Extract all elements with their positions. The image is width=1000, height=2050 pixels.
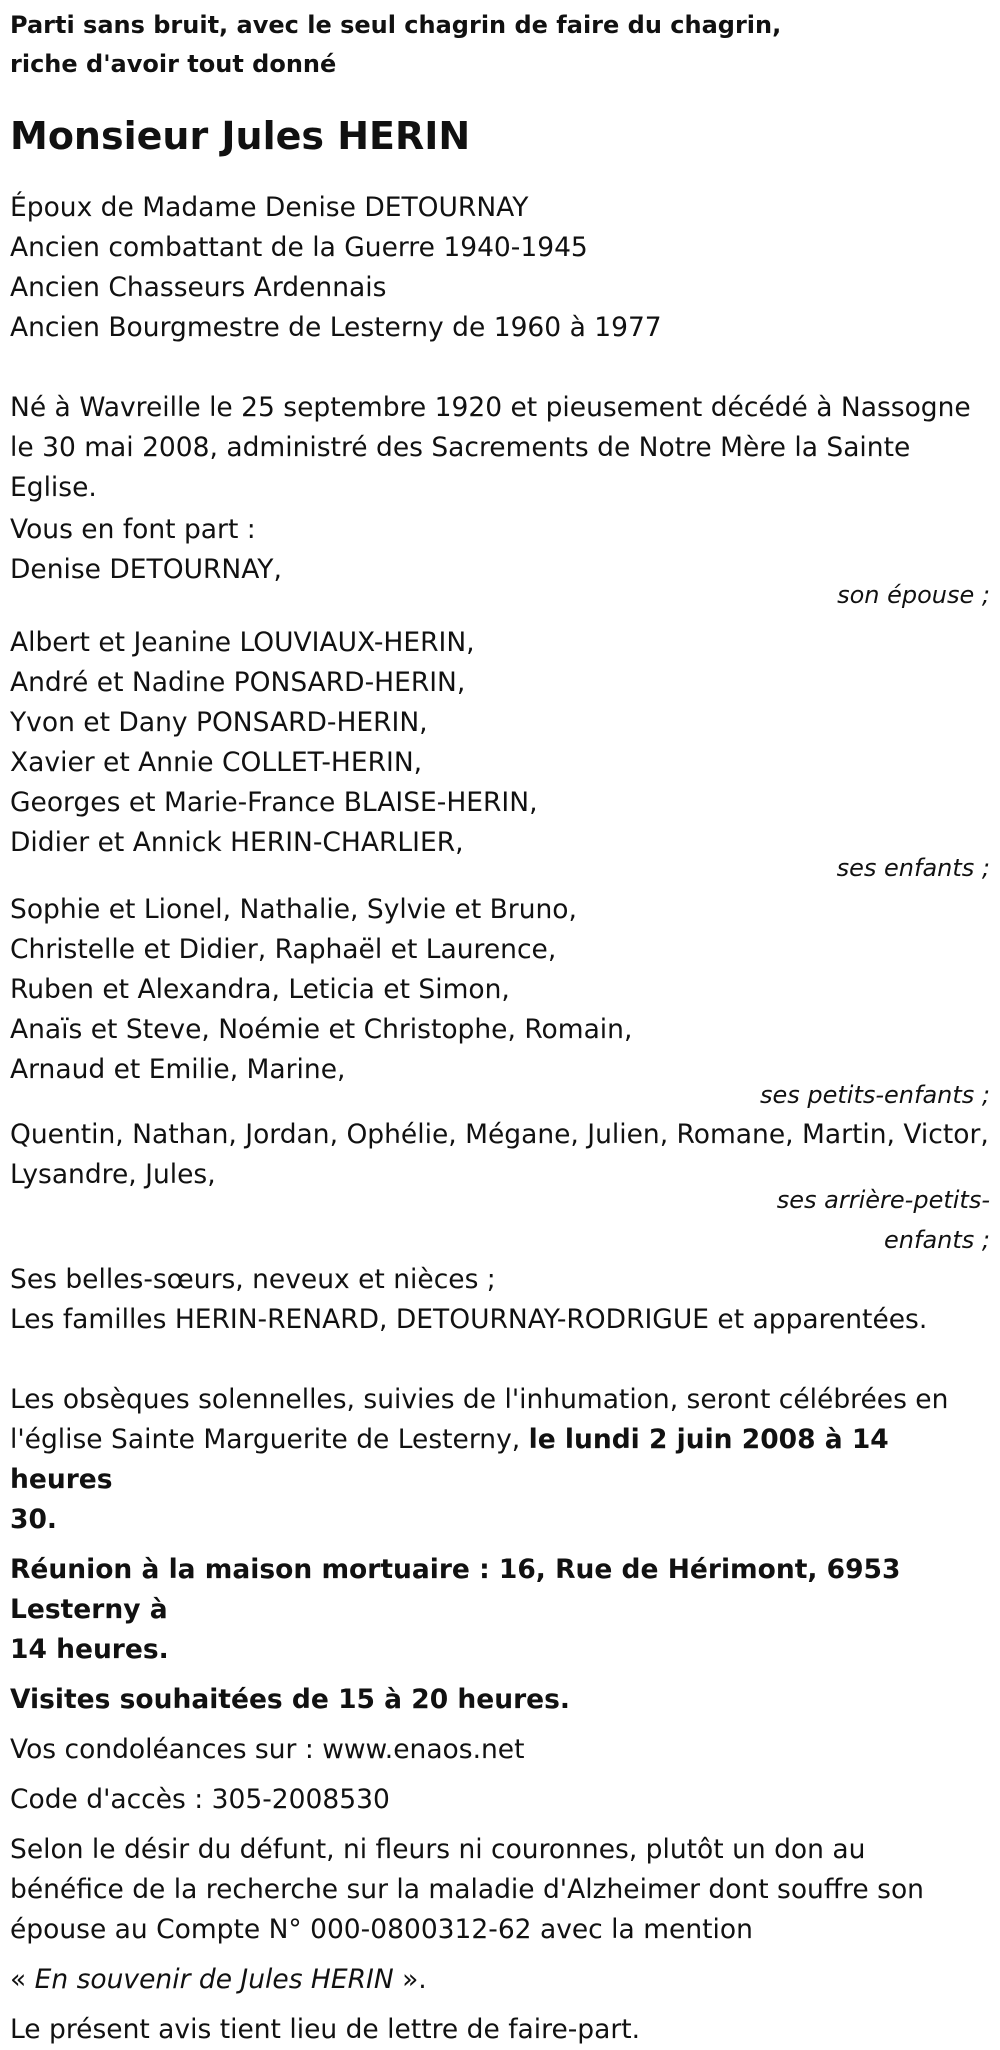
- great-grandchildren-role-line: ses arrière-petits-: [776, 1186, 990, 1214]
- intro-epigraph: [10, 6, 990, 84]
- list-item: Ruben et Alexandra, Leticia et Simon,: [10, 974, 510, 1005]
- birth-death-line: Né à Wavreille le 25 septembre 1920 et pieusement décédé à Nassogne: [10, 392, 971, 423]
- extended-family-line: Les familles HERIN-RENARD, DETOURNAY-RODRIGUE et apparentées.: [10, 1304, 928, 1335]
- birth-death-paragraph: [10, 388, 990, 508]
- access-code: Code d'accès : 305-2008530: [10, 1784, 390, 1815]
- list-item: Didier et Annick HERIN-CHARLIER,: [10, 827, 464, 858]
- list-item: Quentin, Nathan, Jordan, Ophélie, Mégane, Julien, Romane, Martin, Victor,: [10, 1119, 989, 1150]
- announce-lead: Vous en font part :: [10, 514, 256, 545]
- children-list: [10, 623, 990, 863]
- great-grandchildren-role-line: enfants ;: [884, 1226, 990, 1254]
- reunion-line: 14 heures.: [10, 1634, 169, 1665]
- list-item: Xavier et Annie COLLET-HERIN,: [10, 747, 423, 778]
- funeral-line: Les obsèques solennelles, suivies de l'inhumation, seront célébrées en: [10, 1384, 949, 1415]
- spouse-role: son épouse ;: [837, 581, 990, 609]
- birth-death-line: le 30 mai 2008, administré des Sacrements de Notre Mère la Sainte: [10, 432, 911, 463]
- extended-family: [10, 1260, 990, 1340]
- reunion-paragraph: [10, 1550, 990, 1670]
- grandchildren-list: [10, 890, 990, 1090]
- funeral-datetime: le lundi 2 juin 2008 à 14 heures: [10, 1424, 889, 1495]
- donation-line: Selon le désir du défunt, ni fleurs ni couronnes, plutôt un don au: [10, 1834, 866, 1865]
- donation-paragraph: [10, 1830, 990, 1950]
- list-item: Lysandre, Jules,: [10, 1159, 216, 1190]
- grandchildren-role: ses petits-enfants ;: [759, 1081, 990, 1109]
- visits-info: Visites souhaitées de 15 à 20 heures.: [10, 1684, 570, 1715]
- list-item: Arnaud et Emilie, Marine,: [10, 1054, 346, 1085]
- list-item: Anaïs et Steve, Noémie et Christophe, Romain,: [10, 1014, 633, 1045]
- extended-family-line: Ses belles-sœurs, neveux et nièces ;: [10, 1264, 496, 1295]
- spouse-name: Denise DETOURNAY,: [10, 554, 282, 585]
- list-item: Christelle et Didier, Raphaël et Laurence,: [10, 934, 557, 965]
- donation-line: bénéfice de la recherche sur la maladie d'Alzheimer dont souffre son: [10, 1874, 924, 1905]
- funeral-paragraph: [10, 1380, 990, 1540]
- titles-block: [10, 188, 990, 348]
- title-line: Époux de Madame Denise DETOURNAY: [10, 192, 529, 223]
- list-item: André et Nadine PONSARD-HERIN,: [10, 667, 466, 698]
- intro-line-1: Parti sans bruit, avec le seul chagrin de faire du chagrin,: [10, 11, 782, 39]
- birth-death-line: Eglise.: [10, 472, 97, 503]
- funeral-place: l'église Sainte Marguerite de Lesterny,: [10, 1424, 529, 1455]
- title-line: Ancien Bourgmestre de Lesterny de 1960 à 1977: [10, 312, 662, 343]
- list-item: Albert et Jeanine LOUVIAUX-HERIN,: [10, 627, 475, 658]
- mention-open-quote: «: [10, 1964, 35, 1995]
- donation-line: épouse au Compte N° 000-0800312-62 avec la mention: [10, 1914, 753, 1945]
- mention-close-quote: ».: [393, 1964, 427, 1995]
- mention-text: En souvenir de Jules HERIN: [34, 1964, 394, 1995]
- funeral-line: [10, 1420, 990, 1500]
- list-item: Sophie et Lionel, Nathalie, Sylvie et Bruno,: [10, 894, 577, 925]
- title-line: Ancien Chasseurs Ardennais: [10, 272, 387, 303]
- list-item: Georges et Marie-France BLAISE-HERIN,: [10, 787, 538, 818]
- condolences-info: Vos condoléances sur : www.enaos.net: [10, 1734, 525, 1765]
- title-line: Ancien combattant de la Guerre 1940-1945: [10, 232, 588, 263]
- closing-note: Le présent avis tient lieu de lettre de faire-part.: [10, 2014, 641, 2045]
- funeral-datetime-end: 30.: [10, 1504, 57, 1535]
- intro-line-2: riche d'avoir tout donné: [10, 50, 337, 78]
- reunion-line: Réunion à la maison mortuaire : 16, Rue de Hérimont, 6953 Lesterny à: [10, 1554, 901, 1625]
- children-role: ses enfants ;: [836, 854, 990, 882]
- deceased-name: Monsieur Jules HERIN: [10, 114, 471, 158]
- list-item: Yvon et Dany PONSARD-HERIN,: [10, 707, 428, 738]
- donation-mention: [10, 1960, 990, 2000]
